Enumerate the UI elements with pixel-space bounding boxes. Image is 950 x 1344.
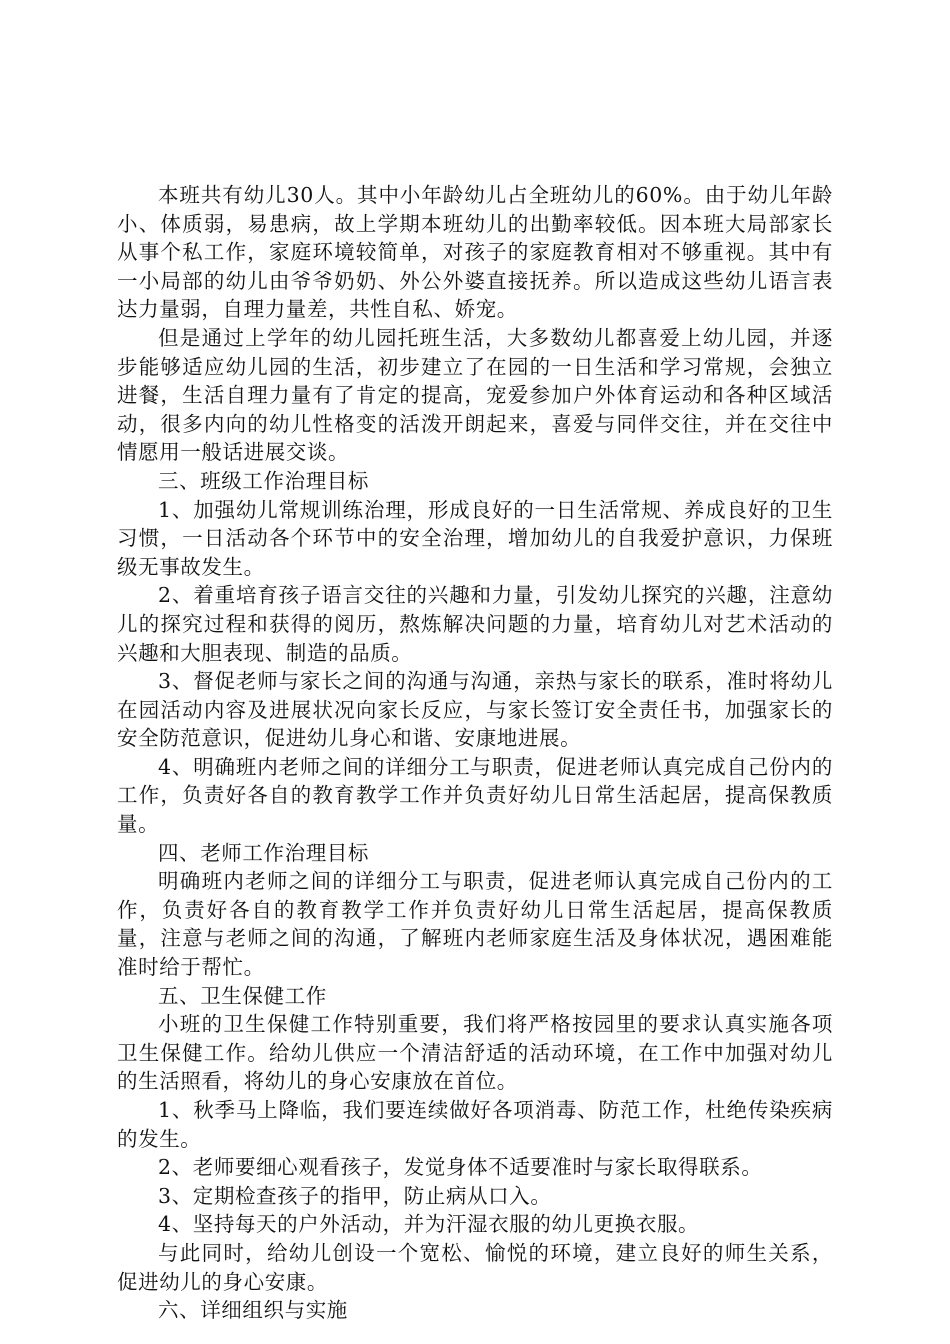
- paragraph-health-3: 3、定期检查孩子的指甲，防止病从口入。: [158, 1183, 552, 1208]
- section-heading-health-care: 五、卫生保健工作: [158, 983, 327, 1008]
- section-heading-teacher-management: 四、老师工作治理目标: [158, 840, 369, 865]
- paragraph-health-2: 2、老师要细心观看孩子，发觉身体不适要准时与家长取得联系。: [158, 1155, 763, 1180]
- document-body: [117, 181, 833, 1325]
- paragraph-teacher-goal: 明确班内老师之间的详细分工与职责，促进老师认真完成自己份内的工作，负责好各自的教育教学工作并负责好幼儿日常生活起居，提高保教质量，注意与老师之间的沟通，了解班内老师家庭生活及身体状况，遇困难能准时给于帮忙。: [117, 869, 833, 980]
- paragraph-class-progress: 但是通过上学年的幼儿园托班生活，大多数幼儿都喜爱上幼儿园，并逐步能够适应幼儿园的生活，初步建立了在园的一日生活和学习常规，会独立进餐，生活自理力量有了肯定的提高，宠爱参加户外体育运动和各种区域活动，很多内向的幼儿性格变的活泼开朗起来，喜爱与同伴交往，并在交往中情愿用一般话进展交谈。: [117, 325, 833, 465]
- paragraph-health-1: 1、秋季马上降临，我们要连续做好各项消毒、防范工作，杜绝传染疾病的发生。: [117, 1098, 833, 1151]
- paragraph-goal-1: 1、加强幼儿常规训练治理，形成良好的一日生活常规、养成良好的卫生习惯，一日活动各个环节中的安全治理，增加幼儿的自我爱护意识，力保班级无事故发生。: [117, 497, 833, 579]
- paragraph-health-summary: 与此同时，给幼儿创设一个宽松、愉悦的环境，建立良好的师生关系，促进幼儿的身心安康。: [117, 1240, 833, 1294]
- paragraph-health-4: 4、坚持每天的户外活动，并为汗湿衣服的幼儿更换衣服。: [158, 1212, 700, 1237]
- paragraph-goal-4: 4、明确班内老师之间的详细分工与职责，促进老师认真完成自己份内的工作，负责好各自的教育教学工作并负责好幼儿日常生活起居，提高保教质量。: [117, 754, 833, 837]
- paragraph-goal-3: 3、督促老师与家长之间的沟通与沟通，亲热与家长的联系，准时将幼儿在园活动内容及进展状况向家长反应，与家长签订安全责任书，加强家长的安全防范意识，促进幼儿身心和谐、安康地进展。: [117, 669, 833, 751]
- section-heading-class-management: 三、班级工作治理目标: [158, 468, 369, 493]
- paragraph-class-overview: 本班共有幼儿30人。其中小年龄幼儿占全班幼儿的60%。由于幼儿年龄小、体质弱，易患病，故上学期本班幼儿的出勤率较低。因本班大局部家长从事个私工作，家庭环境较简单，对孩子的家庭教育相对不够重视。其中有一小局部的幼儿由爷爷奶奶、外公外婆直接抚养。所以造成这些幼儿语言表达力量弱，自理力量差，共性自私、娇宠。: [117, 183, 833, 322]
- section-heading-implementation: 六、详细组织与实施: [158, 1298, 348, 1323]
- paragraph-goal-2: 2、着重培育孩子语言交往的兴趣和力量，引发幼儿探究的兴趣，注意幼儿的探究过程和获得的阅历，熬炼解决问题的力量，培育幼儿对艺术活动的兴趣和大胆表现、制造的品质。: [117, 583, 833, 665]
- paragraph-health-intro: 小班的卫生保健工作特别重要，我们将严格按园里的要求认真实施各项卫生保健工作。给幼儿供应一个清洁舒适的活动环境，在工作中加强对幼儿的生活照看，将幼儿的身心安康放在首位。: [117, 1012, 833, 1094]
